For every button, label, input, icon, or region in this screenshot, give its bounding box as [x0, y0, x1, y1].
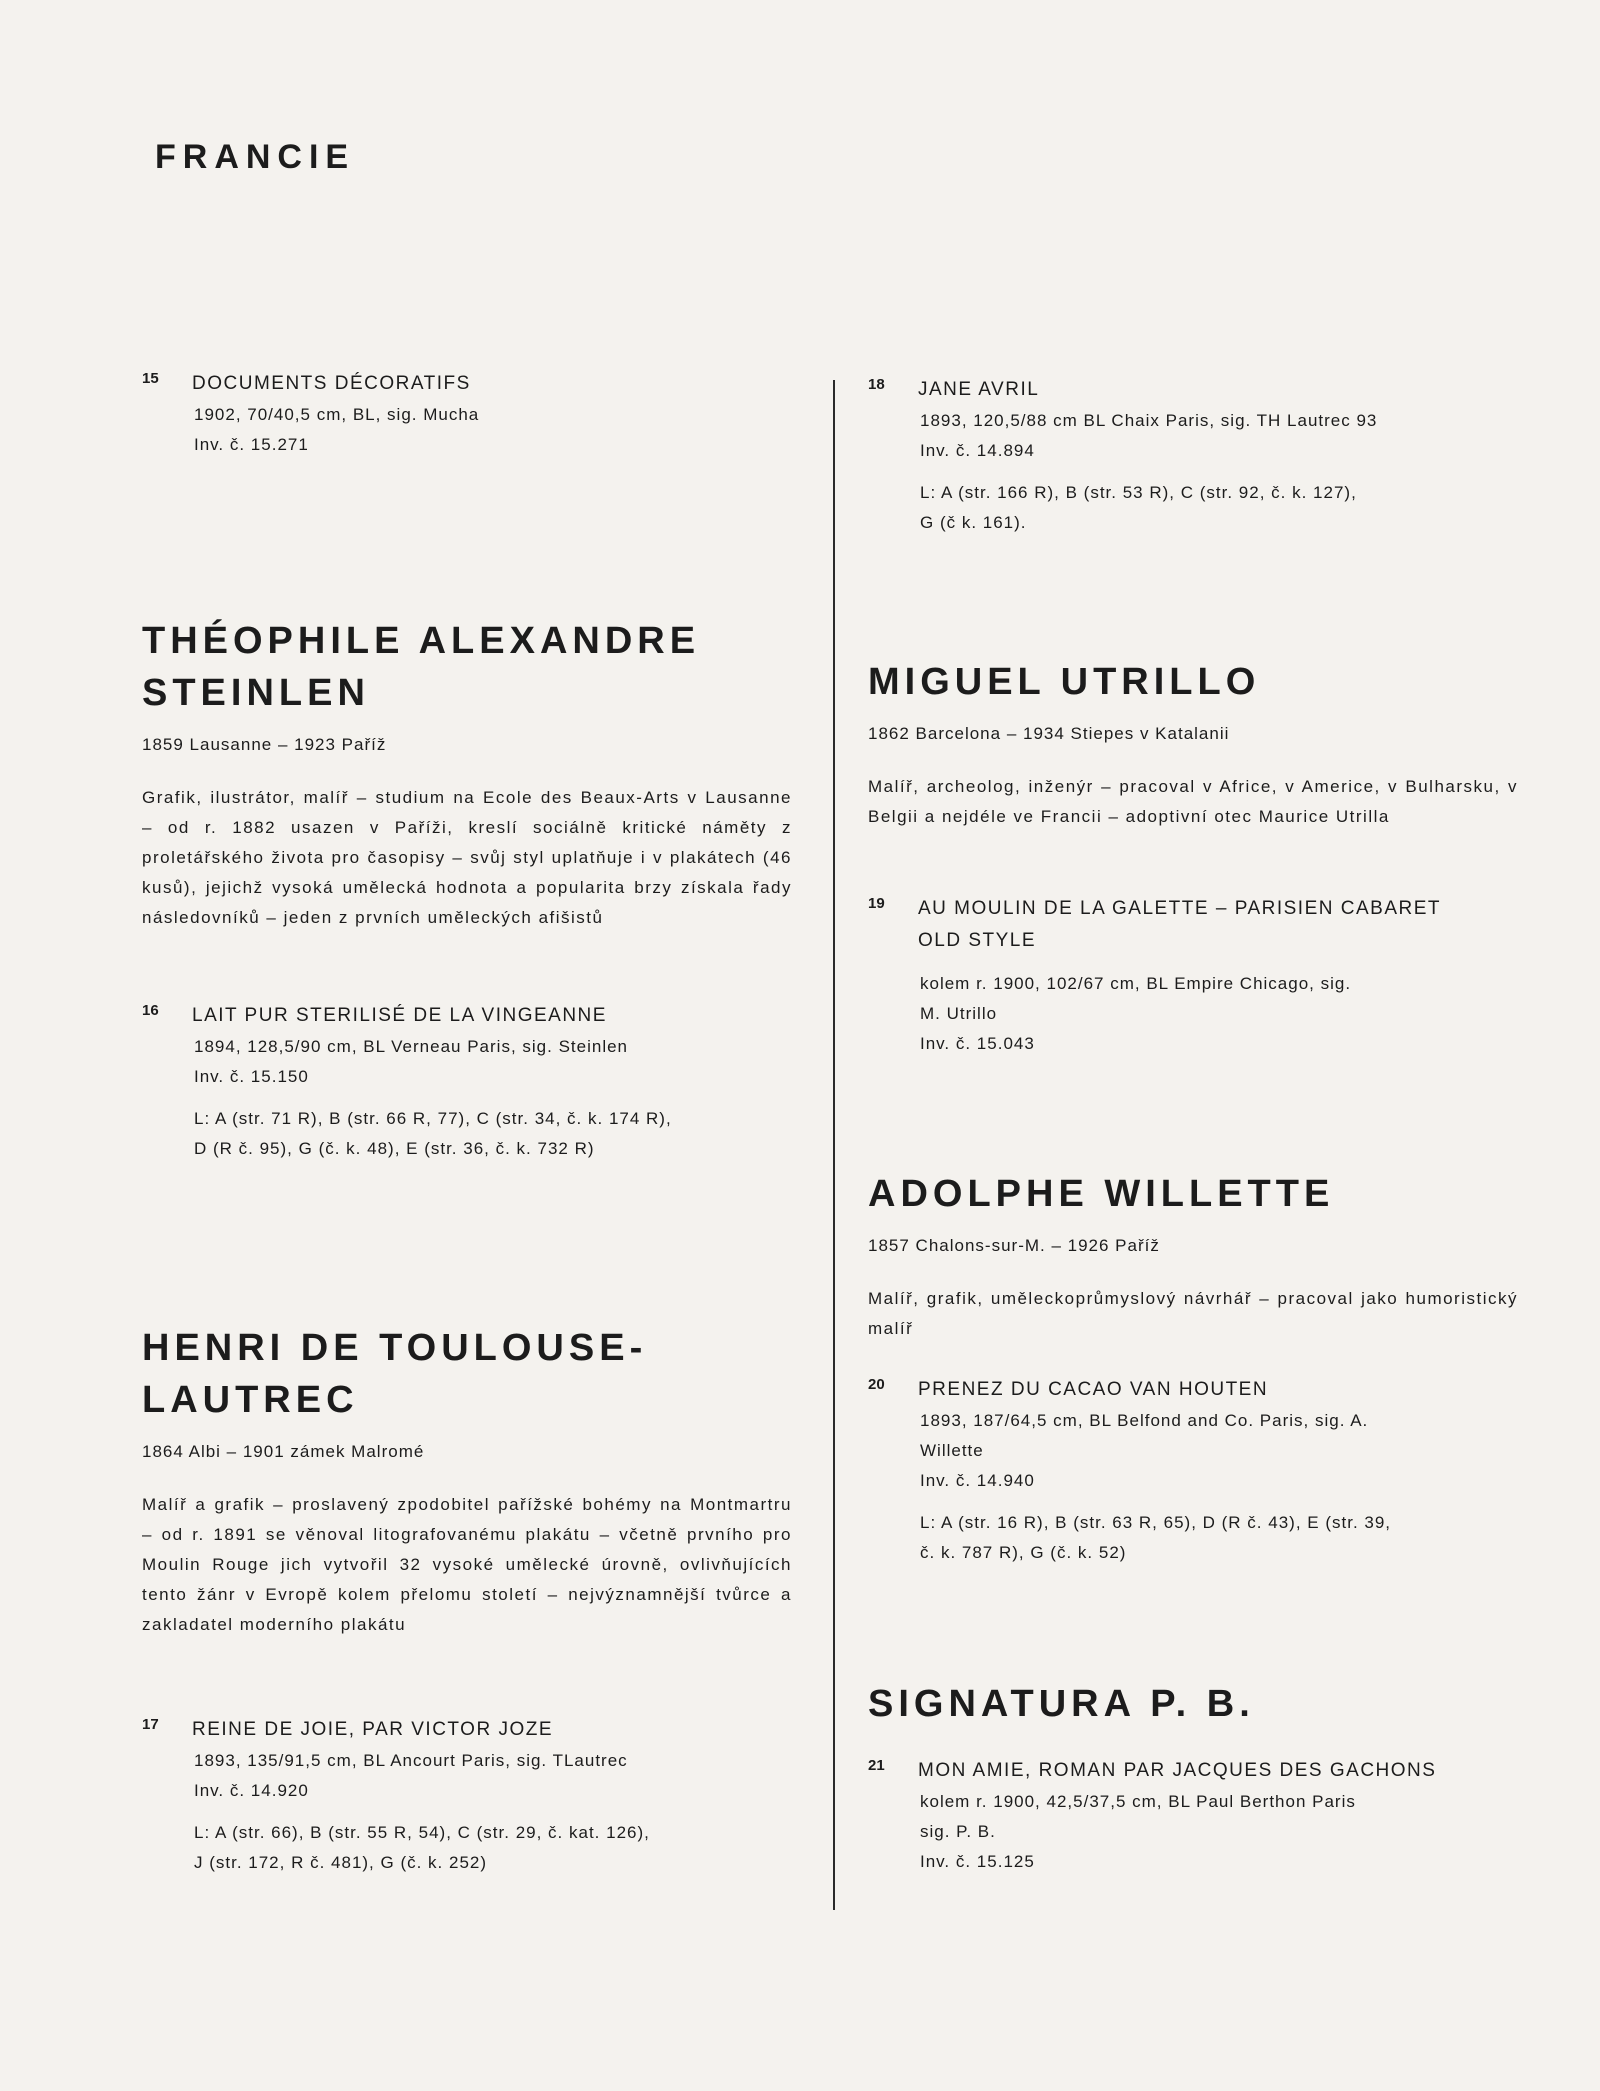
catalog-item-17 — [142, 1714, 792, 1878]
item-title-line1: AU MOULIN DE LA GALETTE – PARISIEN CABARET — [918, 898, 1441, 919]
artist-dates: 1864 Albi – 1901 zámek Malromé — [142, 1442, 425, 1461]
item-title: LAIT PUR STERILISÉ DE LA VINGEANNE — [192, 1005, 607, 1026]
catalog-item-21 — [868, 1755, 1518, 1877]
artist-dates: 1859 Lausanne – 1923 Paříž — [142, 735, 387, 754]
artist-willette — [868, 1168, 1518, 1344]
item-literature-2: G (č k. 161). — [920, 513, 1027, 532]
column-divider — [833, 380, 835, 1910]
item-literature-2: č. k. 787 R), G (č. k. 52) — [920, 1543, 1127, 1562]
item-literature-1: L: A (str. 16 R), B (str. 63 R, 65), D (R č. 43), E (str. 39, — [920, 1513, 1392, 1532]
item-title: DOCUMENTS DÉCORATIFS — [192, 373, 471, 394]
item-inventory: Inv. č. 14.920 — [194, 1781, 309, 1800]
artist-name — [142, 1322, 792, 1426]
item-title: JANE AVRIL — [918, 379, 1040, 400]
artist-utrillo — [868, 656, 1518, 832]
item-literature-2: D (R č. 95), G (č. k. 48), E (str. 36, č. k. 732 R) — [194, 1139, 595, 1158]
artist-name: ADOLPHE WILLETTE — [868, 1173, 1335, 1215]
item-literature-2: J (str. 172, R č. 481), G (č. k. 252) — [194, 1853, 488, 1872]
artist-name-line2: STEINLEN — [142, 672, 370, 714]
artist-bio: Malíř, grafik, uměleckoprůmyslový návrhář – pracoval jako humoristický malíř — [868, 1289, 1518, 1338]
item-details-line1: kolem r. 1900, 102/67 cm, BL Empire Chicago, sig. — [920, 974, 1352, 993]
item-details: 1893, 120,5/88 cm BL Chaix Paris, sig. TH Lautrec 93 — [920, 411, 1378, 430]
item-title: REINE DE JOIE, PAR VICTOR JOZE — [192, 1719, 554, 1740]
item-details-line2: M. Utrillo — [920, 1004, 998, 1023]
item-details-line2: Willette — [920, 1441, 984, 1460]
artist-name-line1: THÉOPHILE ALEXANDRE — [142, 620, 701, 662]
artist-name-line1: HENRI DE TOULOUSE- — [142, 1327, 648, 1369]
item-number: 20 — [868, 1376, 885, 1393]
artist-dates: 1857 Chalons-sur-M. – 1926 Paříž — [868, 1236, 1160, 1255]
catalog-item-19 — [868, 893, 1518, 1059]
item-literature-1: L: A (str. 166 R), B (str. 53 R), C (str. 92, č. k. 127), — [920, 483, 1357, 502]
item-number: 19 — [868, 895, 885, 912]
item-details-line2: sig. P. B. — [920, 1822, 996, 1841]
catalog-item-18 — [868, 374, 1518, 538]
item-inventory: Inv. č. 15.150 — [194, 1067, 309, 1086]
catalog-item-20 — [868, 1374, 1518, 1568]
artist-bio: Grafik, ilustrátor, malíř – studium na Ecole des Beaux-Arts v Lausanne – od r. 1882 usazen v Paříži, kreslí sociálně kritické náměty z proletářského života pro časopisy – svůj styl uplatňuje i v plakátech (46 kusů), jejichž vysoká umělecká hodnota a popularita brzy získala řady následovníků – jeden z prvních uměleckých afišistů — [142, 788, 792, 927]
catalog-item-16 — [142, 1000, 792, 1164]
item-inventory: Inv. č. 15.125 — [920, 1852, 1035, 1871]
artist-steinlen — [142, 615, 792, 933]
artist-name — [142, 615, 792, 719]
item-inventory: Inv. č. 15.043 — [920, 1034, 1035, 1053]
artist-signatura-pb — [868, 1678, 1518, 1730]
item-title: PRENEZ DU CACAO VAN HOUTEN — [918, 1379, 1269, 1400]
artist-dates: 1862 Barcelona – 1934 Stiepes v Katalanii — [868, 724, 1230, 743]
artist-name-line2: LAUTREC — [142, 1379, 359, 1421]
item-title-line2: OLD STYLE — [918, 930, 1037, 951]
item-literature-1: L: A (str. 71 R), B (str. 66 R, 77), C (str. 34, č. k. 174 R), — [194, 1109, 672, 1128]
item-details: 1894, 128,5/90 cm, BL Verneau Paris, sig. Steinlen — [194, 1037, 629, 1056]
item-inventory: Inv. č. 14.894 — [920, 441, 1035, 460]
item-details-line1: kolem r. 1900, 42,5/37,5 cm, BL Paul Berthon Paris — [920, 1792, 1356, 1811]
artist-toulouse-lautrec — [142, 1322, 792, 1640]
item-inventory: Inv. č. 14.940 — [920, 1471, 1035, 1490]
artist-name: SIGNATURA P. B. — [868, 1683, 1255, 1725]
item-number: 21 — [868, 1757, 885, 1774]
item-details: 1902, 70/40,5 cm, BL, sig. Mucha — [194, 405, 480, 424]
item-number: 15 — [142, 370, 159, 387]
item-details-line1: 1893, 187/64,5 cm, BL Belfond and Co. Paris, sig. A. — [920, 1411, 1369, 1430]
item-details: 1893, 135/91,5 cm, BL Ancourt Paris, sig. TLautrec — [194, 1751, 628, 1770]
artist-bio: Malíř a grafik – proslavený zpodobitel pařížské bohémy na Montmartru – od r. 1891 se věnoval litografovanému plakátu – včetně prvního pro Moulin Rouge jich vytvořil 32 vysoké umělecké úrovně, ovlivňujících tento žánr v Evropě kolem přelomu století – nejvýznamnější tvůrce a zakladatel moderního plakátu — [142, 1495, 792, 1634]
catalog-item-15 — [142, 368, 792, 460]
item-title: MON AMIE, ROMAN PAR JACQUES DES GACHONS — [918, 1760, 1437, 1781]
item-literature-1: L: A (str. 66), B (str. 55 R, 54), C (str. 29, č. kat. 126), — [194, 1823, 650, 1842]
item-number: 16 — [142, 1002, 159, 1019]
item-inventory: Inv. č. 15.271 — [194, 435, 309, 454]
artist-bio: Malíř, archeolog, inženýr – pracoval v Africe, v Americe, v Bulharsku, v Belgii a nejdéle ve Francii – adoptivní otec Maurice Utrilla — [868, 777, 1518, 826]
page-title: FRANCIE — [155, 138, 356, 176]
artist-name: MIGUEL UTRILLO — [868, 661, 1261, 703]
item-number: 17 — [142, 1716, 159, 1733]
item-number: 18 — [868, 376, 885, 393]
